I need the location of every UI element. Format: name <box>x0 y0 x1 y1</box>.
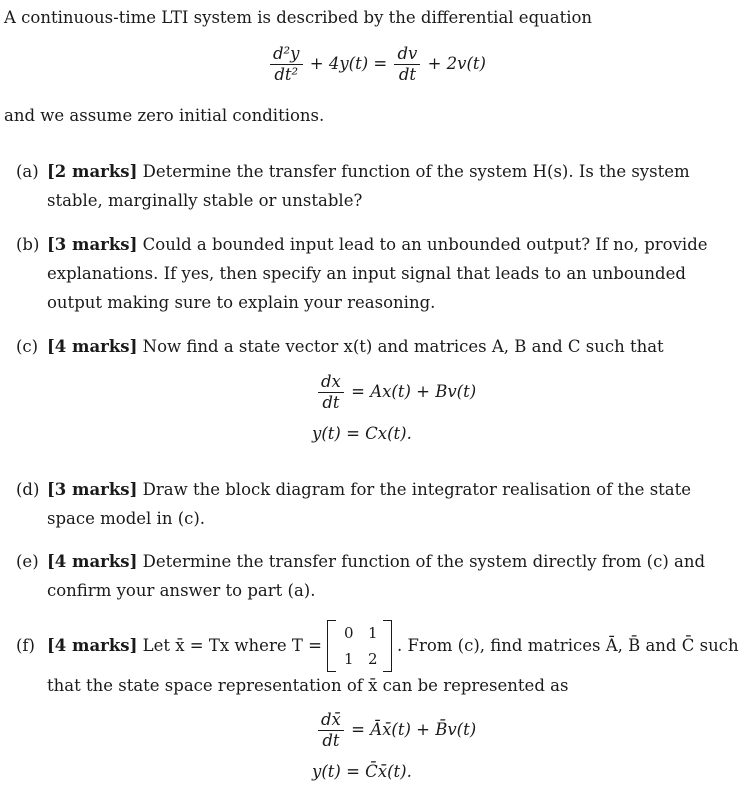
part-b-label: (b) <box>16 235 40 254</box>
part-e-label: (e) <box>16 552 39 571</box>
part-e-marks: [4 marks] <box>47 552 138 571</box>
part-f-text-post: . From (c), find matrices Ā, B̄ and C̄ such <box>397 636 739 655</box>
differential-equation <box>268 44 486 85</box>
part-c-label: (c) <box>16 337 39 356</box>
matrix-cell: 1 <box>368 624 378 642</box>
frac-denominator: dt <box>394 64 420 85</box>
frac-numerator: d²y <box>273 44 300 63</box>
part-d-label: (d) <box>16 480 40 499</box>
part-d-marks: [3 marks] <box>47 480 138 499</box>
assumption-text: and we assume zero initial conditions. <box>4 106 325 125</box>
part-c-body <box>47 332 741 361</box>
matrix-left-bracket <box>327 620 336 672</box>
part-f-text-pre: Let x̄ = Tx where T = <box>137 636 322 655</box>
frac-denominator: dt <box>318 392 344 413</box>
part-f-label: (f) <box>16 636 35 655</box>
part-d-body <box>47 475 741 533</box>
part-d-text: Draw the block diagram for the integrator realisation of the state space model in (c). <box>47 480 692 528</box>
fraction-dv-dt <box>394 44 420 85</box>
part-f-line2: that the state space representation of x̄ can be represented as <box>47 676 569 695</box>
frac-denominator: dt² <box>270 64 303 85</box>
output-equation: y(t) = Cx(t). <box>312 424 412 443</box>
transformed-state-equation <box>316 710 476 751</box>
part-e-text: Determine the transfer function of the system directly from (c) and confirm your answer to part (a). <box>47 552 706 600</box>
frac-numerator: dx̄ <box>321 710 341 729</box>
state-equation <box>316 372 476 413</box>
part-a-body <box>47 157 741 215</box>
part-e-body <box>47 547 741 605</box>
part-b-text: Could a bounded input lead to an unbounded output? If no, provide explanations. If yes, then specify an input signal that leads to an unbounded output making sure to explain your reasoning. <box>47 235 708 312</box>
state-equation-rhs: = Ax(t) + Bv(t) <box>345 382 477 401</box>
matrix-cell: 0 <box>344 624 354 642</box>
matrix-cell: 1 <box>344 650 354 668</box>
part-a-text: Determine the transfer function of the system H(s). Is the system stable, marginally stable or unstable? <box>47 162 690 210</box>
matrix-right-bracket <box>383 620 392 672</box>
frac-numerator: dv <box>397 44 418 63</box>
part-c-text: Now find a state vector x(t) and matrices A, B and C such that <box>137 337 664 356</box>
part-a-marks: [2 marks] <box>47 162 138 181</box>
part-f-line1 <box>47 636 322 655</box>
eq1-lhs-rest: + 4y(t) = <box>304 54 393 73</box>
part-c-marks: [4 marks] <box>47 337 138 356</box>
frac-denominator: dt <box>318 730 344 751</box>
frac-numerator: dx <box>321 372 341 391</box>
part-a-label: (a) <box>16 162 39 181</box>
transformed-state-rhs: = Āx̄(t) + B̄v(t) <box>345 720 477 739</box>
part-b-body <box>47 230 741 317</box>
transformed-output-equation: y(t) = C̄x̄(t). <box>312 762 412 781</box>
matrix-cell: 2 <box>368 650 378 668</box>
eq1-rhs-rest: + 2v(t) <box>422 54 486 73</box>
part-b-marks: [3 marks] <box>47 235 138 254</box>
fraction-dx-dt <box>318 372 344 413</box>
part-f-marks: [4 marks] <box>47 636 138 655</box>
fraction-dxbar-dt <box>318 710 344 751</box>
intro-text: A continuous-time LTI system is described by the differential equation <box>4 8 593 27</box>
fraction-d2y-dt2 <box>270 44 303 85</box>
